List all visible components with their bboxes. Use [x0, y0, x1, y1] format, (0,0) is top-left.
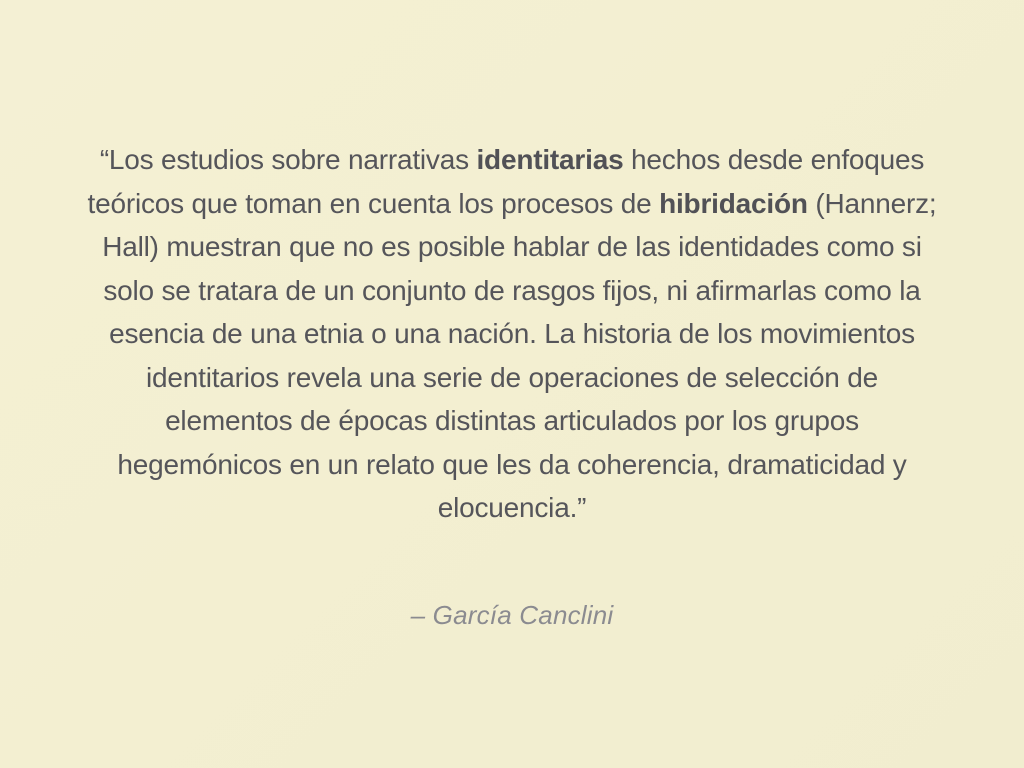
quote-bold-hibridacion: hibridación — [659, 187, 808, 219]
quote-text — [82, 138, 942, 530]
quote-segment: (Hannerz; Hall) muestran que no es posible hablar de las identidades como si solo se tratara de un conjunto de rasgos fijos, ni afirmarlas como la esencia de una etnia o una nación. La historia de los movimientos identitarios revela una serie de operaciones de selección de elementos de épocas distintas articulados por los grupos hegemónicos en un relato que les da coherencia, dramaticidad y elocuencia.” — [102, 187, 937, 523]
quote-bold-identitarias: identitarias — [476, 144, 624, 175]
quote-segment: hechos desde enfoques teóricos que toman en cuenta los procesos de — [87, 144, 925, 219]
attribution-text: – García Canclini — [410, 599, 614, 630]
quote-segment: “Los estudios sobre narrativas — [99, 144, 477, 175]
